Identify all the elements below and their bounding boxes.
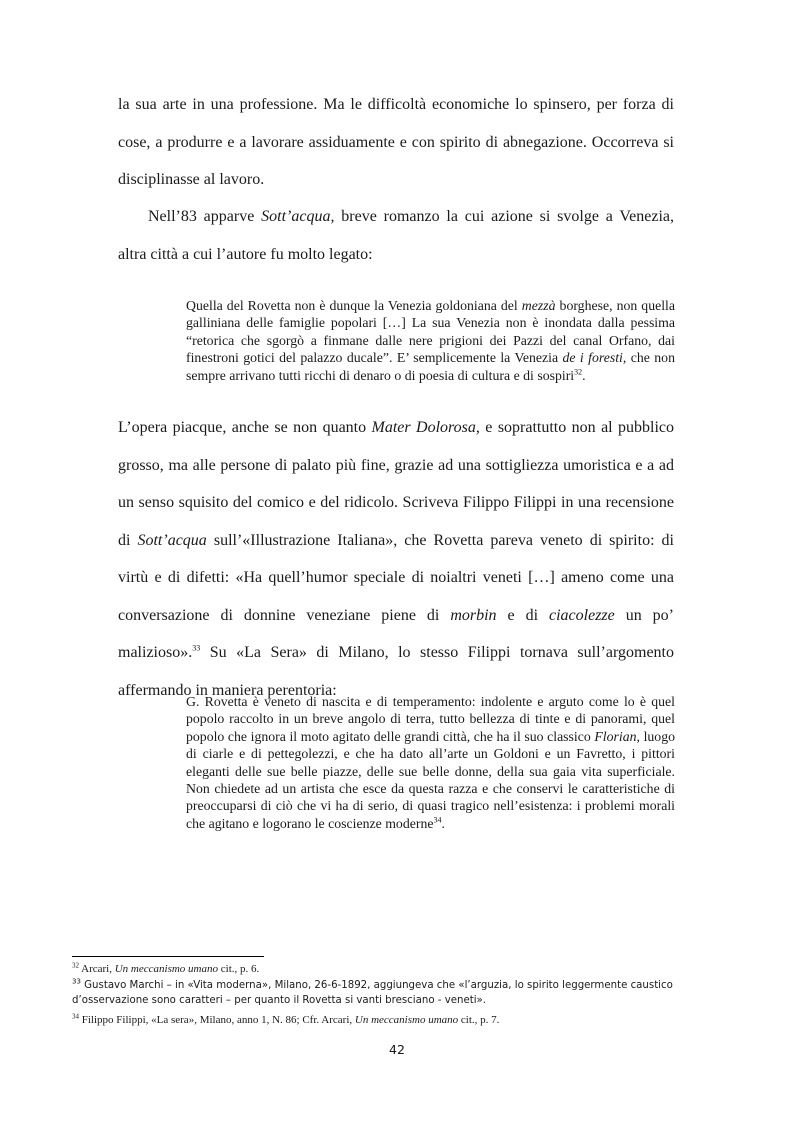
quote-1-text-middle: borghese, non quella galliniana delle famiglie popolari […] La sua Venezia non è inondata dalla pessima “retorica che sgorgò a finmane dalle nere prigioni dei Pazzi del canal Orfano, dai finestroni gotici del palazzo ducale”. E’ semplicemente la Venezia (186, 298, 676, 366)
footnote-32-title: Un meccanismo umano (114, 963, 218, 975)
footnote-32-number: 32 (72, 961, 79, 970)
page-number: 42 (389, 1042, 405, 1057)
quote-1-text-end: , che non sempre arrivano tutti ricchi di denaro o di poesia di cultura e di sospiri (186, 350, 675, 383)
paragraph-3-text: L’opera piacque, anche se non quanto (118, 419, 372, 436)
italic-term-de-i-foresti: de i foresti (562, 350, 623, 366)
footnote-ref-32[interactable]: 32 (574, 367, 583, 377)
footnote-34 (72, 1013, 752, 1028)
quote-1-period: . (582, 367, 586, 383)
footnote-34-text-end: cit., p. 7. (458, 1014, 500, 1026)
quote-2-text: G. Rovetta è veneto di nascita e di temperamento: indolente e arguto come lo è quel popolo raccolto in un breve angolo di terra, tutto bellezza di tinte e di panorami, quel popolo che ignora il moto agitato delle grandi città, che ha il suo classico (186, 694, 675, 744)
paragraph-3-text-6: Su «La Sera» di Milano, lo stesso Filippi tornava sull’argomento affermando in maniera perentoria: (118, 644, 674, 699)
italic-term-mezza: mezzà (521, 298, 556, 313)
footnote-34-title: Un meccanismo umano (354, 1014, 459, 1026)
paragraph-1 (118, 86, 674, 199)
footnote-33-text: Gustavo Marchi – in «Vita moderna», Milano, 26-6-1892, aggiungeva che «l’arguzia, lo spirito leggermente caustico d’osservazione sono caratteri – per quanto il Rovetta si vanti bresciano - veneti». (72, 980, 673, 1007)
work-title-sottacqua: Sott’acqua, (261, 208, 335, 225)
italic-term-florian: Florian (594, 728, 637, 744)
footnote-33-number: 33 (72, 977, 81, 986)
paragraph-3-text-3: sull’«Illustrazione Italiana», che Rovetta pareva veneto di spirito: di virtù e di difetti: «Ha quell’humor speciale di noialtri veneti […] ameno come una conversazione di donnine veneziane piene di (118, 531, 674, 624)
work-title-sottacqua-2: Sott’acqua (137, 531, 207, 549)
work-title-mater-dolorosa: Mater Dolorosa (371, 419, 476, 436)
quote-1-text: Quella del Rovetta non è dunque la Venezia goldoniana del (186, 298, 522, 313)
block-quote-2 (186, 693, 675, 832)
footnote-32-text: Arcari, (79, 963, 115, 975)
quote-2-text-end: , luogo di ciarle e di pettegolezzi, e che ha dato all’arte un Goldoni e un Favretto, i pittori eleganti delle sue belle piazze, delle sue belle donne, della sua gaia vita superficiale. Non chiedete ad un artista che esce da questa razza e che conservi le caratteristiche di preoccuparsi di ciò che vi ha di serio, di quasi tragico nell’esistenza: i problemi morali che agitano e logorano le coscienze moderne (186, 728, 676, 831)
paragraph-3 (118, 409, 674, 709)
paragraph-3-text-2: , e soprattutto non al pubblico grosso, ma alle persone di palato più fine, grazie ad una sottigliezza umoristica e a ad un senso squisito del comico e del ridicolo. Scriveva Filippo Filippi in una recensione di (118, 419, 675, 549)
footnote-34-text: Filippo Filippi, «La sera», Milano, anno 1, N. 86; Cfr. Arcari, (79, 1014, 355, 1026)
quote-2-period: . (441, 815, 445, 831)
footnote-ref-33[interactable]: 33 (192, 643, 201, 653)
block-quote-1 (186, 297, 675, 384)
paragraph-2 (118, 198, 674, 273)
italic-term-ciacolezze: ciacolezze (549, 606, 615, 624)
footnote-separator (72, 956, 264, 957)
footnote-34-number: 34 (72, 1012, 79, 1021)
footnote-32 (72, 962, 752, 977)
paragraph-3-text-4: e di (496, 606, 549, 624)
footnote-32-text-end: cit., p. 6. (218, 963, 260, 975)
paragraph-1-text: la sua arte in una professione. Ma le difficoltà economiche lo spinsero, per forza di cose, a produrre e a lavorare assiduamente e con spirito di abnegazione. Occorreva si disciplinasse al lavoro. (118, 96, 674, 188)
footnote-ref-34[interactable]: 34 (433, 815, 442, 825)
paragraph-2-text-end: breve romanzo la cui azione si svolge a Venezia, altra città a cui l’autore fu molto legato: (118, 208, 674, 263)
footnote-33 (72, 978, 752, 1008)
paragraph-3-text-5: un po’ malizioso». (118, 606, 675, 661)
paragraph-2-text: Nell’83 apparve (148, 208, 262, 225)
italic-term-morbin: morbin (450, 606, 497, 624)
